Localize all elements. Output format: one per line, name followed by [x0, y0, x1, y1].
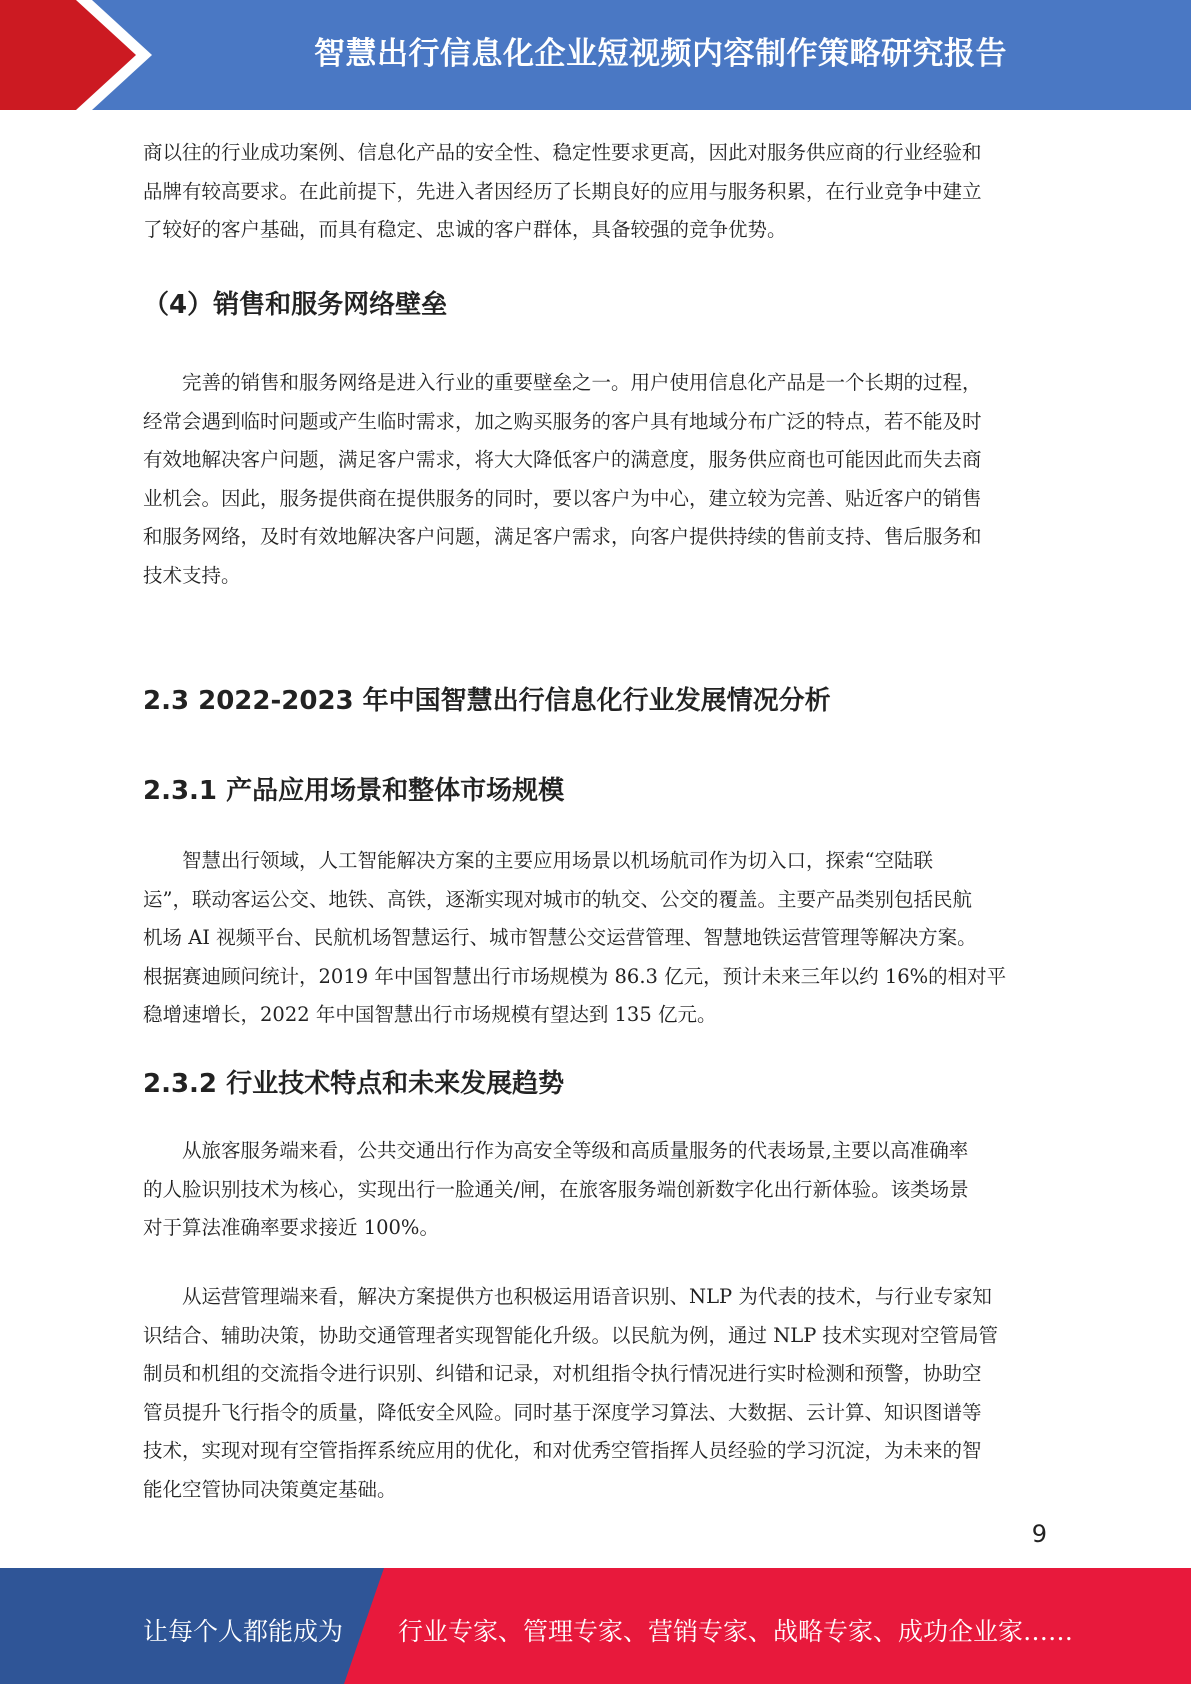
paragraph-4	[143, 1132, 1047, 1248]
paragraph-2	[143, 364, 1047, 595]
paragraph-line: 和服务网络，及时有效地解决客户问题，满足客户需求，向客户提供持续的售前支持、售后服务和	[143, 525, 982, 548]
paragraph-line: 从旅客服务端来看，公共交通出行作为高安全等级和高质量服务的代表场景,主要以高准确率	[143, 1139, 969, 1162]
paragraph-line: 技术，实现对现有空管指挥系统应用的优化，和对优秀空管指挥人员经验的学习沉淀，为未来的智	[143, 1439, 982, 1462]
paragraph-line: 业机会。因此，服务提供商在提供服务的同时，要以客户为中心，建立较为完善、贴近客户的销售	[143, 486, 982, 510]
paragraph-line: 完善的销售和服务网络是进入行业的重要壁垒之一。用户使用信息化产品是一个长期的过程，	[143, 371, 982, 394]
heading-sales-service-barrier: （4）销售和服务网络壁垒	[143, 290, 448, 320]
heading-section-2-3-2: 2.3.2 行业技术特点和未来发展趋势	[143, 1069, 565, 1099]
paragraph-line: 的人脸识别技术为核心，实现出行一脸通关/闸，在旅客服务端创新数字化出行新体验。该类场景	[143, 1177, 969, 1201]
paragraph-line: 经常会遇到临时问题或产生临时需求，加之购买服务的客户具有地域分布广泛的特点，若不能及时	[143, 409, 982, 433]
paragraph-line: 了较好的客户基础，而具有稳定、忠诚的客户群体，具备较强的竞争优势。	[143, 218, 787, 241]
paragraph-line: 能化空管协同决策奠定基础。	[143, 1477, 397, 1501]
page-header	[0, 0, 1191, 110]
paragraph-line: 有效地解决客户问题，满足客户需求，将大大降低客户的满意度，服务供应商也可能因此而失去商	[143, 448, 982, 471]
footer-slogan-left: 让每个人都能成为	[143, 1617, 344, 1646]
paragraph-line: 制员和机组的交流指令进行识别、纠错和记录，对机组指令执行情况进行实时检测和预警，协助空	[143, 1362, 982, 1385]
paragraph-1	[143, 134, 1047, 250]
paragraph-line: 识结合、辅助决策，协助交通管理者实现智能化升级。以民航为例，通过 NLP 技术实现对空管局管	[143, 1323, 999, 1347]
paragraph-line: 技术支持。	[143, 563, 241, 587]
page-number: 9	[1031, 1520, 1047, 1548]
header-title: 智慧出行信息化企业短视频内容制作策略研究报告	[314, 36, 1007, 72]
paragraph-line: 管员提升飞行指令的质量，降低安全风险。同时基于深度学习算法、大数据、云计算、知识图谱等	[143, 1400, 982, 1424]
paragraph-line: 机场 AI 视频平台、民航机场智慧运行、城市智慧公交运营管理、智慧地铁运营管理等解决方案。	[143, 926, 977, 949]
page-footer	[0, 1568, 1191, 1684]
paragraph-line: 从运营管理端来看，解决方案提供方也积极运用语音识别、NLP 为代表的技术，与行业专家知	[143, 1285, 992, 1308]
paragraph-line: 品牌有较高要求。在此前提下，先进入者因经历了长期良好的应用与服务积累，在行业竞争中建立	[143, 179, 982, 203]
paragraph-line: 智慧出行领域，人工智能解决方案的主要应用场景以机场航司作为切入口，探索“空陆联	[143, 849, 933, 872]
heading-section-2-3: 2.3 2022-2023 年中国智慧出行信息化行业发展情况分析	[143, 686, 831, 716]
heading-section-2-3-1: 2.3.1 产品应用场景和整体市场规模	[143, 776, 565, 806]
paragraph-line: 商以往的行业成功案例、信息化产品的安全性、稳定性要求更高，因此对服务供应商的行业经验和	[143, 141, 982, 164]
paragraph-line: 对于算法准确率要求接近 100%。	[143, 1216, 439, 1239]
paragraph-line: 根据赛迪顾问统计，2019 年中国智慧出行市场规模为 86.3 亿元，预计未来三年以约 16%的相对平	[143, 964, 1007, 988]
paragraph-3	[143, 842, 1047, 1035]
paragraph-line: 运”，联动客运公交、地铁、高铁，逐渐实现对城市的轨交、公交的覆盖。主要产品类别包括民航	[143, 887, 972, 911]
paragraph-5	[143, 1278, 1047, 1509]
paragraph-line: 稳增速增长，2022 年中国智慧出行市场规模有望达到 135 亿元。	[143, 1003, 717, 1026]
footer-slogan-right: 行业专家、管理专家、营销专家、战略专家、成功企业家……	[398, 1617, 1074, 1646]
